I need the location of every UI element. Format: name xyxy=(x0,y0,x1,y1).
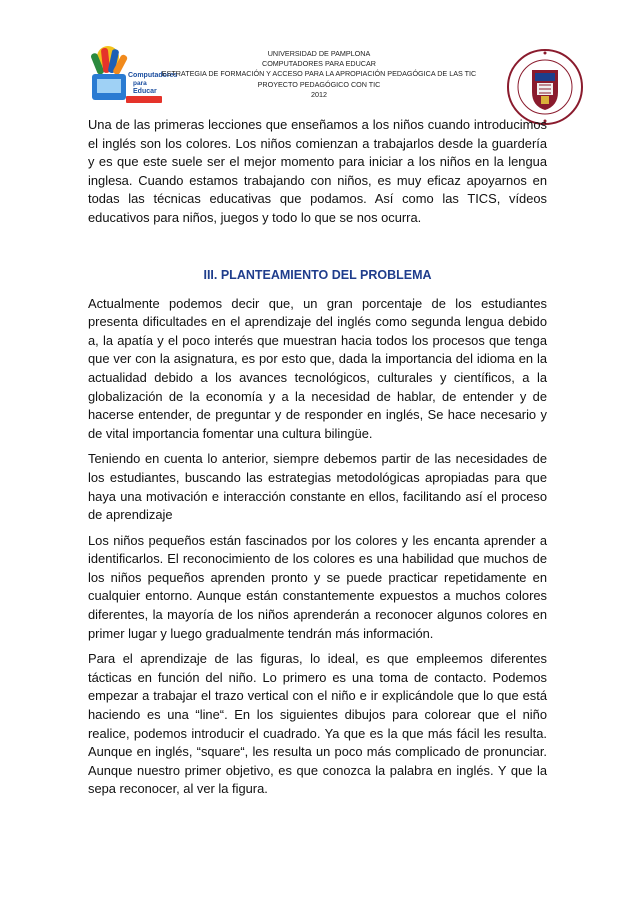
universidad-pamplona-seal xyxy=(506,48,584,126)
svg-text:para: para xyxy=(133,80,147,87)
svg-text:Computadores: Computadores xyxy=(128,72,178,79)
institution-header xyxy=(160,49,478,100)
header-strategy: ESTRATEGIA DE FORMACIÓN Y ACCESO PARA LA APROPIACIÓN PEDAGÓGICA DE LAS TIC xyxy=(161,69,477,79)
page-header xyxy=(0,0,638,110)
intro-paragraph: Una de las primeras lecciones que enseñamos a los niños cuando introducimos el inglés son los colores. Los niños comienzan a trabajarlos desde la guardería y es que este suele ser el mejor momento para iniciar a los niños en la lengua inglesa. Cuando estamos trabajando con niños, es muy eficaz apoyarnos en todas las técnicas educativas que podamos. Así como las TICS, vídeos educativos para niños, juegos y todo lo que se nos ocurra. xyxy=(88,117,547,225)
body-paragraph: Actualmente podemos decir que, un gran porcentaje de los estudiantes presenta dificultades en el aprendizaje del inglés como segunda lengua debido a, la apatía y el poco interés que muestran hacia todos los procesos que tenga que ver con la asignatura, es por esto que, dada la importancia del idioma en la actualidad debido a los avances tecnológicos, culturales y científicos, a la globalización de la economía y a la necesidad de hablar, de entender y de hacerse entender, de preguntar y de responder en inglés, Se hace necesario y de vital importancia fomentar una cultura bilingüe. xyxy=(88,295,547,441)
header-university: UNIVERSIDAD DE PAMPLONA xyxy=(267,49,371,58)
document-body xyxy=(88,116,547,799)
computadores-para-educar-logo xyxy=(88,44,178,106)
header-program: COMPUTADORES PARA EDUCAR xyxy=(262,59,376,69)
section-heading: III. PLANTEAMIENTO DEL PROBLEMA xyxy=(203,267,432,282)
header-project: PROYECTO PEDAGÓGICO CON TIC xyxy=(257,79,381,89)
header-year: 2012 xyxy=(311,89,327,99)
body-paragraph: Teniendo en cuenta lo anterior, siempre debemos partir de las necesidades de los estudiantes, buscando las estrategias metodológicas apropiadas para que haya una motivación e interacción constante en ellos, facilitando así el proceso de aprendizaje xyxy=(88,451,547,523)
body-paragraph: Para el aprendizaje de las figuras, lo ideal, es que empleemos diferentes tácticas en función del niño. Lo primero es una toma de contacto. Podemos empezar a trabajar el trazo vertical con el niño e ir explicándole que lo que está haciendo es una “line“. En los siguientes dibujos para colorear que el niño realice, podemos introducir el cuadrado. Ya que es la que más fácil les resulta. Aunque en inglés, “square“, les resulta un poco más complicado de pronunciar. Aunque nuestro primer objetivo, es que conozca la palabra en inglés. Y que la sepa reconocer, al ver la figura. xyxy=(88,651,547,797)
body-paragraph: Los niños pequeños están fascinados por los colores y les encanta aprender a identificarlos. El reconocimiento de los colores es una habilidad que muchos de los niños pequeños aprenden pronto y se puede practicar repetidamente en cualquier entorno. Aunque están constantemente expuestos a muchos colores diferentes, la mayoría de los niños aprenderán a reconocer algunos colores en primer lugar y luego gradualmente tendrán más información. xyxy=(88,532,547,641)
svg-text:Educar: Educar xyxy=(133,88,157,95)
